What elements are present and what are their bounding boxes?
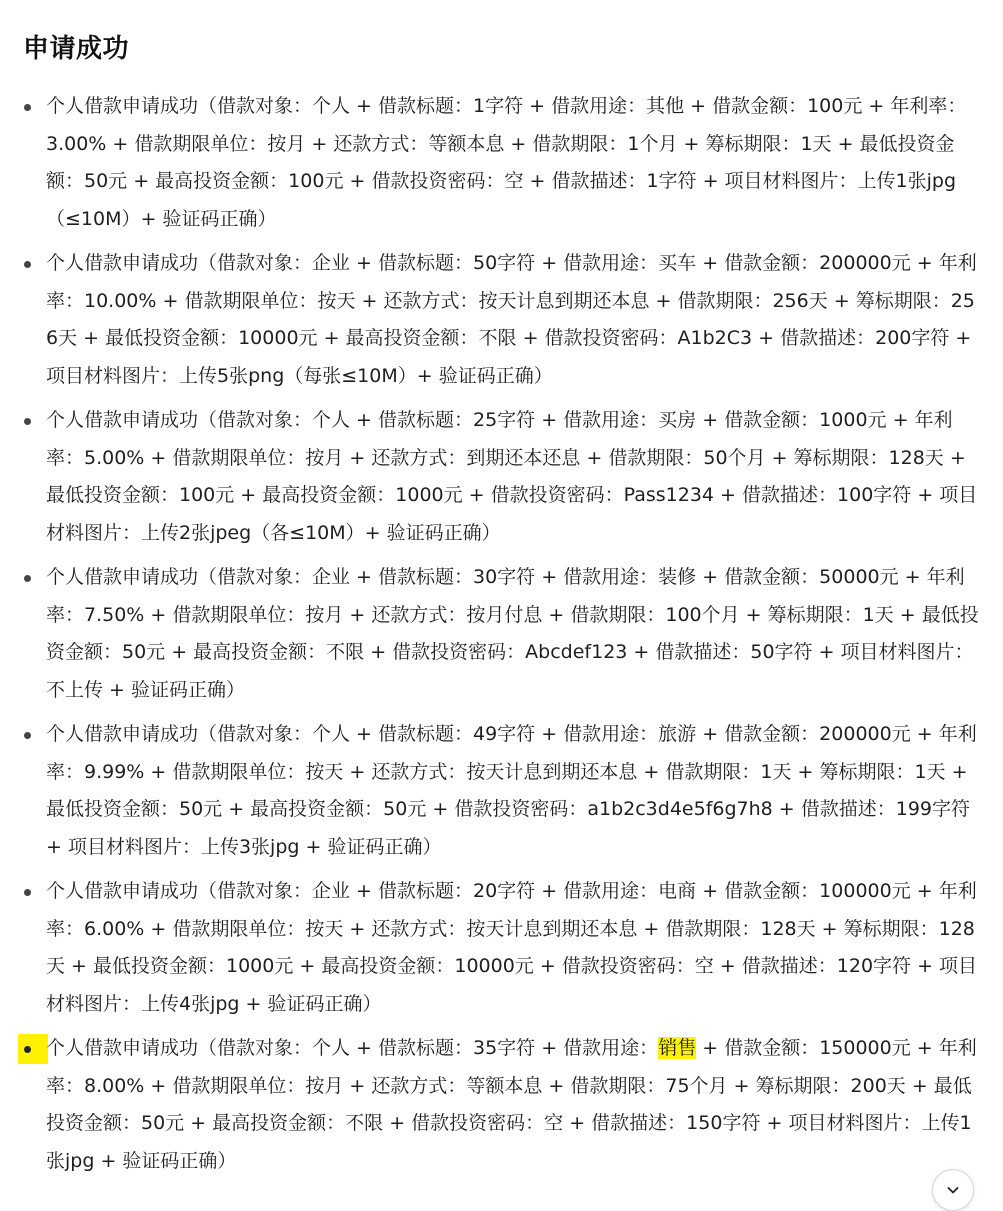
page-title: 申请成功: [23, 34, 130, 64]
highlighted-word[interactable]: 销售: [658, 1037, 697, 1059]
chevron-down-icon: [946, 1183, 960, 1197]
bullet-icon: [24, 261, 31, 268]
test-case-list: [0, 88, 1003, 1187]
scroll-to-bottom-button[interactable]: [932, 1169, 974, 1211]
list-item-text: 个人借款申请成功（借款对象：企业 + 借款标题：50字符 + 借款用途：买车 + 借款金额：200000元 + 年利率：10.00% + 借款期限单位：按天 + 还款方式：按天计息到期还本息 + 借款期限：256天 + 筹标期限：256天 + 最低投资金额：10000元 + 最高投资金额：不限 + 借款投资密码：A1b2C3 + 借款描述：200字符 + 项目材料图片：上传5张png（每张≤10M）+ 验证码正确）: [46, 252, 977, 387]
list-item-text: 个人借款申请成功（借款对象：企业 + 借款标题：30字符 + 借款用途：装修 + 借款金额：50000元 + 年利率：7.50% + 借款期限单位：按月 + 还款方式：按月付息 + 借款期限：100个月 + 筹标期限：1天 + 最低投资金额：50元 + 最高投资金额：不限 + 借款投资密码：Abcdef123 + 借款描述：50字符 + 项目材料图片：不上传 + 验证码正确）: [46, 566, 979, 701]
bullet-icon: [24, 418, 31, 425]
bullet-icon: [24, 889, 31, 896]
list-item-text-after: + 借款金额：150000元 + 年利率：8.00% + 借款期限单位：按月 + 还款方式：等额本息 + 借款期限：75个月 + 筹标期限：200天 + 最低投资金额：50元 + 最高投资金额：不限 + 借款投资密码：空 + 借款描述：150字符 + 项目材料图片：上传1张jpg + 验证码正确）: [46, 1037, 977, 1172]
bullet-icon: [24, 575, 31, 582]
list-item-text: 个人借款申请成功（借款对象：个人 + 借款标题：1字符 + 借款用途：其他 + 借款金额：100元 + 年利率：3.00% + 借款期限单位：按月 + 还款方式：等额本息 + 借款期限：1个月 + 筹标期限：1天 + 最低投资金额：50元 + 最高投资金额：100元 + 借款投资密码：空 + 借款描述：1字符 + 项目材料图片：上传1张jpg（≤10M）+ 验证码正确）: [46, 95, 967, 230]
list-item: [0, 402, 1003, 552]
list-item-text: 个人借款申请成功（借款对象：个人 + 借款标题：49字符 + 借款用途：旅游 + 借款金额：200000元 + 年利率：9.99% + 借款期限单位：按天 + 还款方式：按天计息到期还本息 + 借款期限：1天 + 筹标期限：1天 + 最低投资金额：50元 + 最高投资金额：50元 + 借款投资密码：a1b2c3d4e5f6g7h8 + 借款描述：199字符 + 项目材料图片：上传3张jpg + 验证码正确）: [46, 723, 977, 858]
bullet-icon: [24, 732, 31, 739]
list-item: [0, 716, 1003, 866]
bullet-highlight: [18, 1034, 48, 1064]
list-item: [0, 559, 1003, 709]
list-item-highlighted: [0, 1030, 1003, 1180]
list-item: [0, 245, 1003, 395]
list-item: [0, 873, 1003, 1023]
list-item-text: 个人借款申请成功（借款对象：企业 + 借款标题：20字符 + 借款用途：电商 + 借款金额：100000元 + 年利率：6.00% + 借款期限单位：按天 + 还款方式：按天计息到期还本息 + 借款期限：128天 + 筹标期限：128天 + 最低投资金额：1000元 + 最高投资金额：10000元 + 借款投资密码：空 + 借款描述：120字符 + 项目材料图片：上传4张jpg + 验证码正确）: [46, 880, 978, 1015]
list-item-text: 个人借款申请成功（借款对象：个人 + 借款标题：25字符 + 借款用途：买房 + 借款金额：1000元 + 年利率：5.00% + 借款期限单位：按月 + 还款方式：到期还本还息 + 借款期限：50个月 + 筹标期限：128天 + 最低投资金额：100元 + 最高投资金额：1000元 + 借款投资密码：Pass1234 + 借款描述：100字符 + 项目材料图片：上传2张jpeg（各≤10M）+ 验证码正确）: [46, 409, 978, 544]
bullet-icon: [24, 1046, 31, 1053]
list-item-text-before: 个人借款申请成功（借款对象：个人 + 借款标题：35字符 + 借款用途：: [46, 1037, 659, 1059]
list-item-text: [46, 1037, 977, 1172]
list-item: [0, 88, 1003, 238]
bullet-icon: [24, 104, 31, 111]
